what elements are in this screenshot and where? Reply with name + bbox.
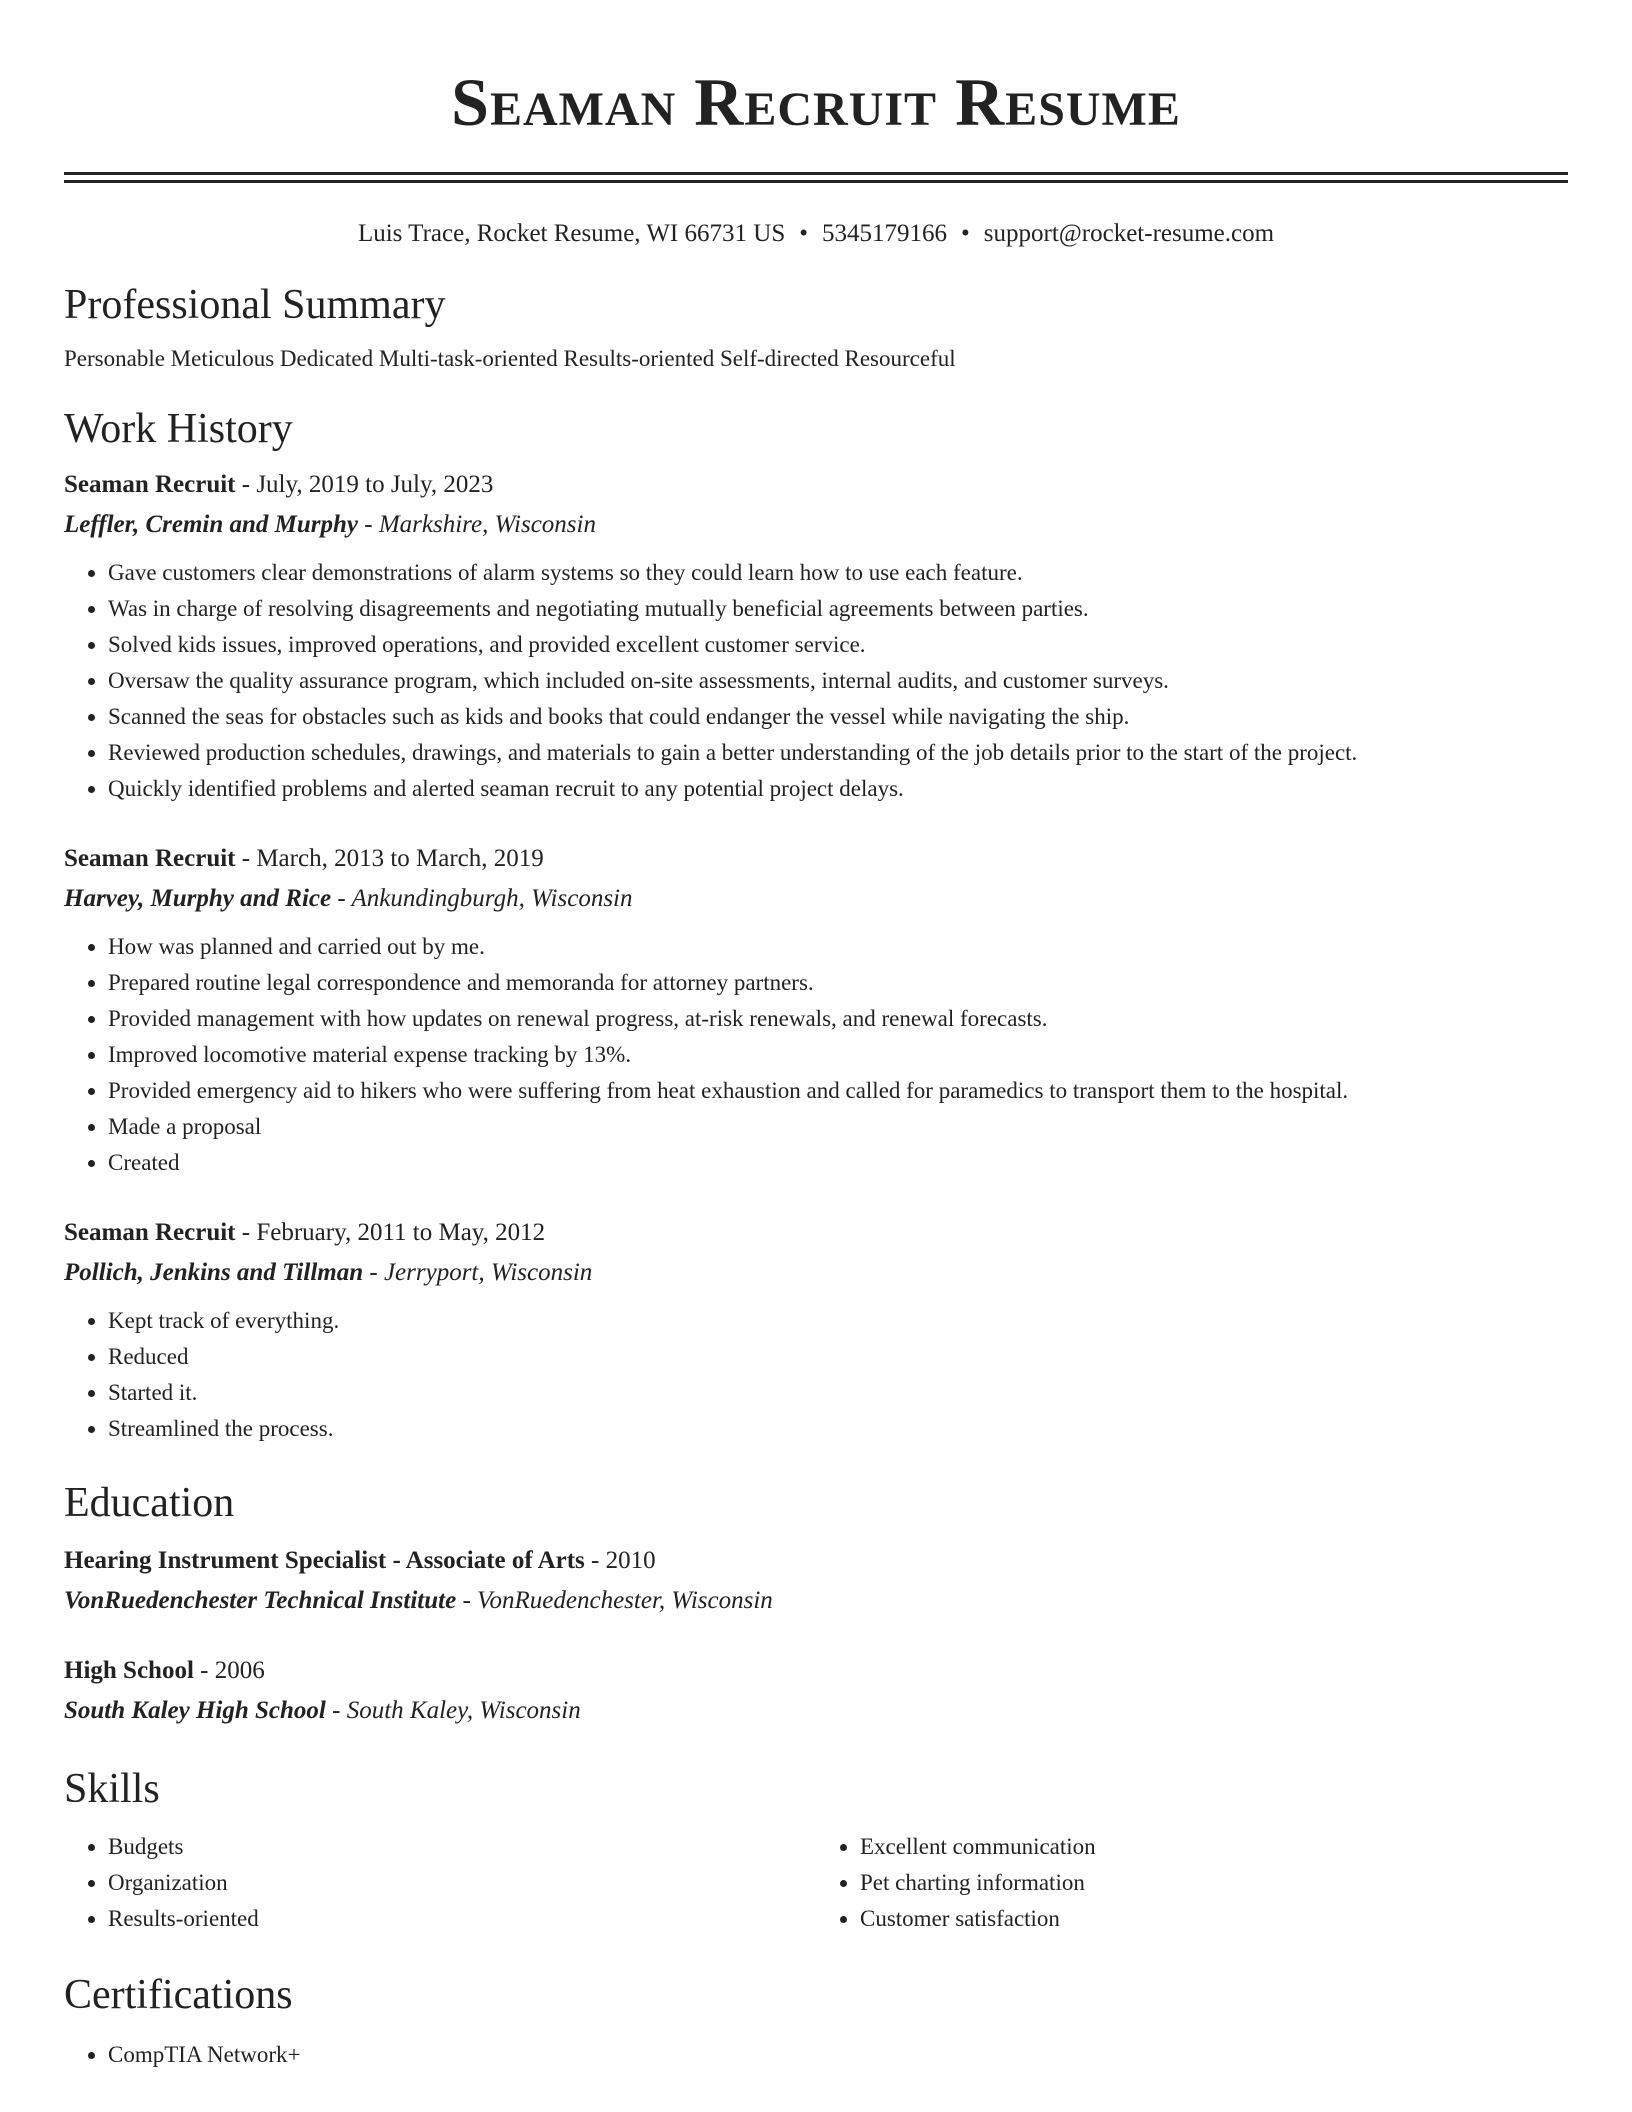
work-history-heading: Work History (64, 406, 293, 452)
education-location: - South Kaley, Wisconsin (325, 1697, 581, 1724)
certifications-heading: Certifications (64, 1972, 293, 2018)
job-duty: • Solved kids issues, improved operations, and provided excellent customer service. (108, 627, 1568, 663)
job-duties-list (64, 929, 1568, 1181)
job-duty: • Gave customers clear demonstrations of alarm systems so they could learn how to use each feature. (108, 555, 1568, 591)
contact-separator: • (799, 220, 808, 247)
job-duty: • Created (108, 1145, 1568, 1181)
resume-title: Seaman Recruit Resume (451, 64, 1181, 140)
job-duties-list (64, 1303, 1568, 1447)
job-company: Pollich, Jenkins and Tillman (64, 1259, 364, 1286)
certifications-list (64, 2037, 1568, 2073)
job-duty: • Reviewed production schedules, drawings, and materials to gain a better understanding of the job details prior to the start of the project. (108, 735, 1568, 771)
summary-heading: Professional Summary (64, 282, 446, 328)
skills-heading: Skills (64, 1766, 160, 1812)
job-employer-line (64, 1253, 1568, 1293)
job-duty: • How was planned and carried out by me. (108, 929, 1568, 965)
education-year: - 2006 (193, 1657, 265, 1684)
job-role: Seaman Recruit (64, 471, 236, 498)
skill-item: • Customer satisfaction (860, 1901, 1568, 1937)
education-header (64, 1651, 1568, 1691)
contact-line (64, 217, 1568, 251)
education-entry (64, 1651, 1568, 1731)
job-employer-line (64, 505, 1568, 545)
skill-item: • Budgets (108, 1829, 816, 1865)
job-duty: • Prepared routine legal correspondence and memoranda for attorney partners. (108, 965, 1568, 1001)
job-role: Seaman Recruit (64, 1219, 236, 1246)
skill-item: • Organization (108, 1865, 816, 1901)
education-degree: Hearing Instrument Specialist - Associate of Arts (64, 1547, 585, 1574)
job-duty: • Started it. (108, 1375, 1568, 1411)
job-duty: • Scanned the seas for obstacles such as kids and books that could endanger the vessel while navigating the ship. (108, 699, 1568, 735)
skills-column-left (64, 1829, 816, 1937)
title-double-rule (64, 172, 1568, 183)
job-dates: - February, 2011 to May, 2012 (235, 1219, 546, 1246)
contact-separator: • (961, 220, 970, 247)
job-dates: - July, 2019 to July, 2023 (235, 471, 494, 498)
job-header (64, 1213, 1568, 1253)
education-school: VonRuedenchester Technical Institute (64, 1587, 457, 1614)
job-duty: • Improved locomotive material expense tracking by 13%. (108, 1037, 1568, 1073)
job-location: - Markshire, Wisconsin (358, 511, 596, 538)
job-duty: • Was in charge of resolving disagreements and negotiating mutually beneficial agreements between parties. (108, 591, 1568, 627)
job-duty: • Oversaw the quality assurance program, which included on-site assessments, internal audits, and customer surveys. (108, 663, 1568, 699)
job-entry (64, 465, 1568, 807)
job-entry (64, 839, 1568, 1181)
job-location: - Ankundingburgh, Wisconsin (331, 885, 633, 912)
skills-grid (64, 1829, 1568, 1937)
job-entry (64, 1213, 1568, 1447)
certification-item: • CompTIA Network+ (108, 2037, 1568, 2073)
summary-text: Personable Meticulous Dedicated Multi-task-oriented Results-oriented Self-directed Resourceful (64, 346, 956, 371)
job-company: Harvey, Murphy and Rice (64, 885, 332, 912)
job-duties-list (64, 555, 1568, 807)
education-heading: Education (64, 1480, 235, 1526)
job-company: Leffler, Cremin and Murphy (64, 511, 359, 538)
contact-phone: 5345179166 (822, 220, 947, 247)
education-header (64, 1541, 1568, 1581)
contact-address: Luis Trace, Rocket Resume, WI 66731 US (357, 220, 786, 247)
job-duty: • Kept track of everything. (108, 1303, 1568, 1339)
education-year: - 2010 (584, 1547, 656, 1574)
skills-column-right (816, 1829, 1568, 1937)
contact-email: support@rocket-resume.com (983, 220, 1275, 247)
education-school-line (64, 1581, 1568, 1621)
job-role: Seaman Recruit (64, 845, 236, 872)
job-duty: • Made a proposal (108, 1109, 1568, 1145)
job-employer-line (64, 879, 1568, 919)
education-school: South Kaley High School (64, 1697, 326, 1724)
skill-item: • Results-oriented (108, 1901, 816, 1937)
job-duty: • Provided emergency aid to hikers who were suffering from heat exhaustion and called for paramedics to transport them to the hospital. (108, 1073, 1568, 1109)
job-dates: - March, 2013 to March, 2019 (235, 845, 544, 872)
education-location: - VonRuedenchester, Wisconsin (456, 1587, 773, 1614)
education-entry (64, 1541, 1568, 1621)
job-duty: • Streamlined the process. (108, 1411, 1568, 1447)
education-degree: High School (64, 1657, 194, 1684)
job-duty: • Quickly identified problems and alerted seaman recruit to any potential project delays. (108, 771, 1568, 807)
education-school-line (64, 1691, 1568, 1731)
skill-item: • Excellent communication (860, 1829, 1568, 1865)
job-header (64, 839, 1568, 879)
skill-item: • Pet charting information (860, 1865, 1568, 1901)
job-header (64, 465, 1568, 505)
job-duty: • Provided management with how updates on renewal progress, at-risk renewals, and renewal forecasts. (108, 1001, 1568, 1037)
job-location: - Jerryport, Wisconsin (363, 1259, 593, 1286)
job-duty: • Reduced (108, 1339, 1568, 1375)
